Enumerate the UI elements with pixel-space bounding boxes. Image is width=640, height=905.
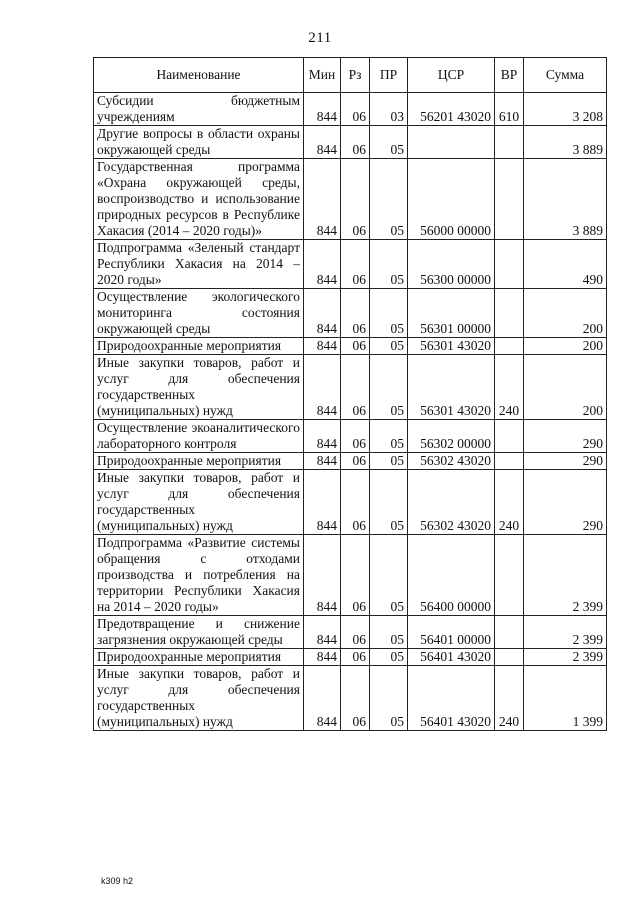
row-pr: 05 xyxy=(370,453,408,470)
row-name: Подпрограмма «Развитие системы обращения с отходами производства и потребления на территории Республики Хакасия на 2014 – 2020 годы» xyxy=(94,535,304,616)
row-csr: 56302 43020 xyxy=(408,470,495,535)
table-row xyxy=(94,126,607,159)
row-rz: 06 xyxy=(341,93,370,126)
row-min: 844 xyxy=(304,355,341,420)
row-vr xyxy=(495,535,524,616)
row-name: Иные закупки товаров, работ и услуг для обеспечения государственных (муниципальных) нужд xyxy=(94,355,304,420)
row-min: 844 xyxy=(304,159,341,240)
row-vr: 240 xyxy=(495,666,524,731)
row-rz: 06 xyxy=(341,338,370,355)
header-csr: ЦСР xyxy=(408,58,495,93)
row-vr xyxy=(495,420,524,453)
row-vr xyxy=(495,159,524,240)
row-csr: 56400 00000 xyxy=(408,535,495,616)
row-pr: 05 xyxy=(370,616,408,649)
row-name: Природоохранные мероприятия xyxy=(94,649,304,666)
row-name: Государственная программа «Охрана окружающей среды, воспроизводство и использование природных ресурсов в Республике Хакасия (2014 – 2020 годы)» xyxy=(94,159,304,240)
row-name: Субсидии бюджетным учреждениям xyxy=(94,93,304,126)
table-row xyxy=(94,240,607,289)
header-sum: Сумма xyxy=(524,58,607,93)
header-vr: ВР xyxy=(495,58,524,93)
row-name: Предотвращение и снижение загрязнения окружающей среды xyxy=(94,616,304,649)
row-sum: 290 xyxy=(524,470,607,535)
row-vr: 240 xyxy=(495,470,524,535)
row-name: Осуществление экологического мониторинга состояния окружающей среды xyxy=(94,289,304,338)
row-sum: 2 399 xyxy=(524,616,607,649)
table-row xyxy=(94,159,607,240)
header-min: Мин xyxy=(304,58,341,93)
row-rz: 06 xyxy=(341,159,370,240)
header-name: Наименование xyxy=(94,58,304,93)
row-rz: 06 xyxy=(341,240,370,289)
row-min: 844 xyxy=(304,93,341,126)
row-sum: 2 399 xyxy=(524,649,607,666)
table-row xyxy=(94,666,607,731)
row-rz: 06 xyxy=(341,470,370,535)
row-rz: 06 xyxy=(341,420,370,453)
row-min: 844 xyxy=(304,338,341,355)
row-pr: 05 xyxy=(370,159,408,240)
row-pr: 05 xyxy=(370,535,408,616)
row-csr: 56302 43020 xyxy=(408,453,495,470)
table-row xyxy=(94,470,607,535)
row-pr: 05 xyxy=(370,355,408,420)
page-number: 211 xyxy=(308,30,332,46)
table-row xyxy=(94,616,607,649)
row-pr: 05 xyxy=(370,126,408,159)
row-sum: 200 xyxy=(524,355,607,420)
row-sum: 1 399 xyxy=(524,666,607,731)
table-row xyxy=(94,453,607,470)
table-row xyxy=(94,338,607,355)
table-row xyxy=(94,649,607,666)
table-row xyxy=(94,93,607,126)
row-rz: 06 xyxy=(341,649,370,666)
row-min: 844 xyxy=(304,470,341,535)
row-csr: 56300 00000 xyxy=(408,240,495,289)
row-name: Природоохранные мероприятия xyxy=(94,453,304,470)
row-pr: 03 xyxy=(370,93,408,126)
row-min: 844 xyxy=(304,420,341,453)
row-rz: 06 xyxy=(341,289,370,338)
row-pr: 05 xyxy=(370,649,408,666)
row-vr xyxy=(495,126,524,159)
row-min: 844 xyxy=(304,126,341,159)
row-vr: 610 xyxy=(495,93,524,126)
row-pr: 05 xyxy=(370,420,408,453)
row-name: Осуществление экоаналитического лабораторного контроля xyxy=(94,420,304,453)
row-rz: 06 xyxy=(341,535,370,616)
row-sum: 3 889 xyxy=(524,126,607,159)
row-rz: 06 xyxy=(341,355,370,420)
row-name: Иные закупки товаров, работ и услуг для обеспечения государственных (муниципальных) нужд xyxy=(94,470,304,535)
row-sum: 2 399 xyxy=(524,535,607,616)
row-min: 844 xyxy=(304,289,341,338)
row-rz: 06 xyxy=(341,126,370,159)
row-sum: 290 xyxy=(524,420,607,453)
row-csr xyxy=(408,126,495,159)
row-sum: 200 xyxy=(524,289,607,338)
row-pr: 05 xyxy=(370,470,408,535)
row-pr: 05 xyxy=(370,338,408,355)
budget-table xyxy=(93,57,607,731)
row-rz: 06 xyxy=(341,616,370,649)
row-name: Подпрограмма «Зеленый стандарт Республики Хакасия на 2014 – 2020 годы» xyxy=(94,240,304,289)
row-vr xyxy=(495,240,524,289)
table-row xyxy=(94,420,607,453)
table-row xyxy=(94,355,607,420)
row-csr: 56301 43020 xyxy=(408,355,495,420)
table-row xyxy=(94,289,607,338)
header-pr: ПР xyxy=(370,58,408,93)
row-min: 844 xyxy=(304,616,341,649)
row-rz: 06 xyxy=(341,453,370,470)
row-min: 844 xyxy=(304,240,341,289)
row-min: 844 xyxy=(304,666,341,731)
row-sum: 3 208 xyxy=(524,93,607,126)
row-sum: 200 xyxy=(524,338,607,355)
row-sum: 290 xyxy=(524,453,607,470)
row-csr: 56201 43020 xyxy=(408,93,495,126)
row-vr xyxy=(495,616,524,649)
row-sum: 490 xyxy=(524,240,607,289)
row-csr: 56401 43020 xyxy=(408,666,495,731)
row-csr: 56401 43020 xyxy=(408,649,495,666)
row-vr xyxy=(495,289,524,338)
row-csr: 56301 43020 xyxy=(408,338,495,355)
row-rz: 06 xyxy=(341,666,370,731)
row-csr: 56000 00000 xyxy=(408,159,495,240)
row-csr: 56301 00000 xyxy=(408,289,495,338)
row-name: Природоохранные мероприятия xyxy=(94,338,304,355)
row-name: Иные закупки товаров, работ и услуг для обеспечения государственных (муниципальных) нужд xyxy=(94,666,304,731)
table-row xyxy=(94,535,607,616)
footer-code: k309 h2 xyxy=(101,876,134,886)
row-min: 844 xyxy=(304,453,341,470)
table-header-row xyxy=(94,58,607,93)
row-pr: 05 xyxy=(370,666,408,731)
row-csr: 56401 00000 xyxy=(408,616,495,649)
row-vr xyxy=(495,453,524,470)
header-rz: Рз xyxy=(341,58,370,93)
row-pr: 05 xyxy=(370,289,408,338)
row-sum: 3 889 xyxy=(524,159,607,240)
row-csr: 56302 00000 xyxy=(408,420,495,453)
row-min: 844 xyxy=(304,649,341,666)
row-pr: 05 xyxy=(370,240,408,289)
row-vr xyxy=(495,338,524,355)
row-vr: 240 xyxy=(495,355,524,420)
row-vr xyxy=(495,649,524,666)
row-min: 844 xyxy=(304,535,341,616)
row-name: Другие вопросы в области охраны окружающей среды xyxy=(94,126,304,159)
